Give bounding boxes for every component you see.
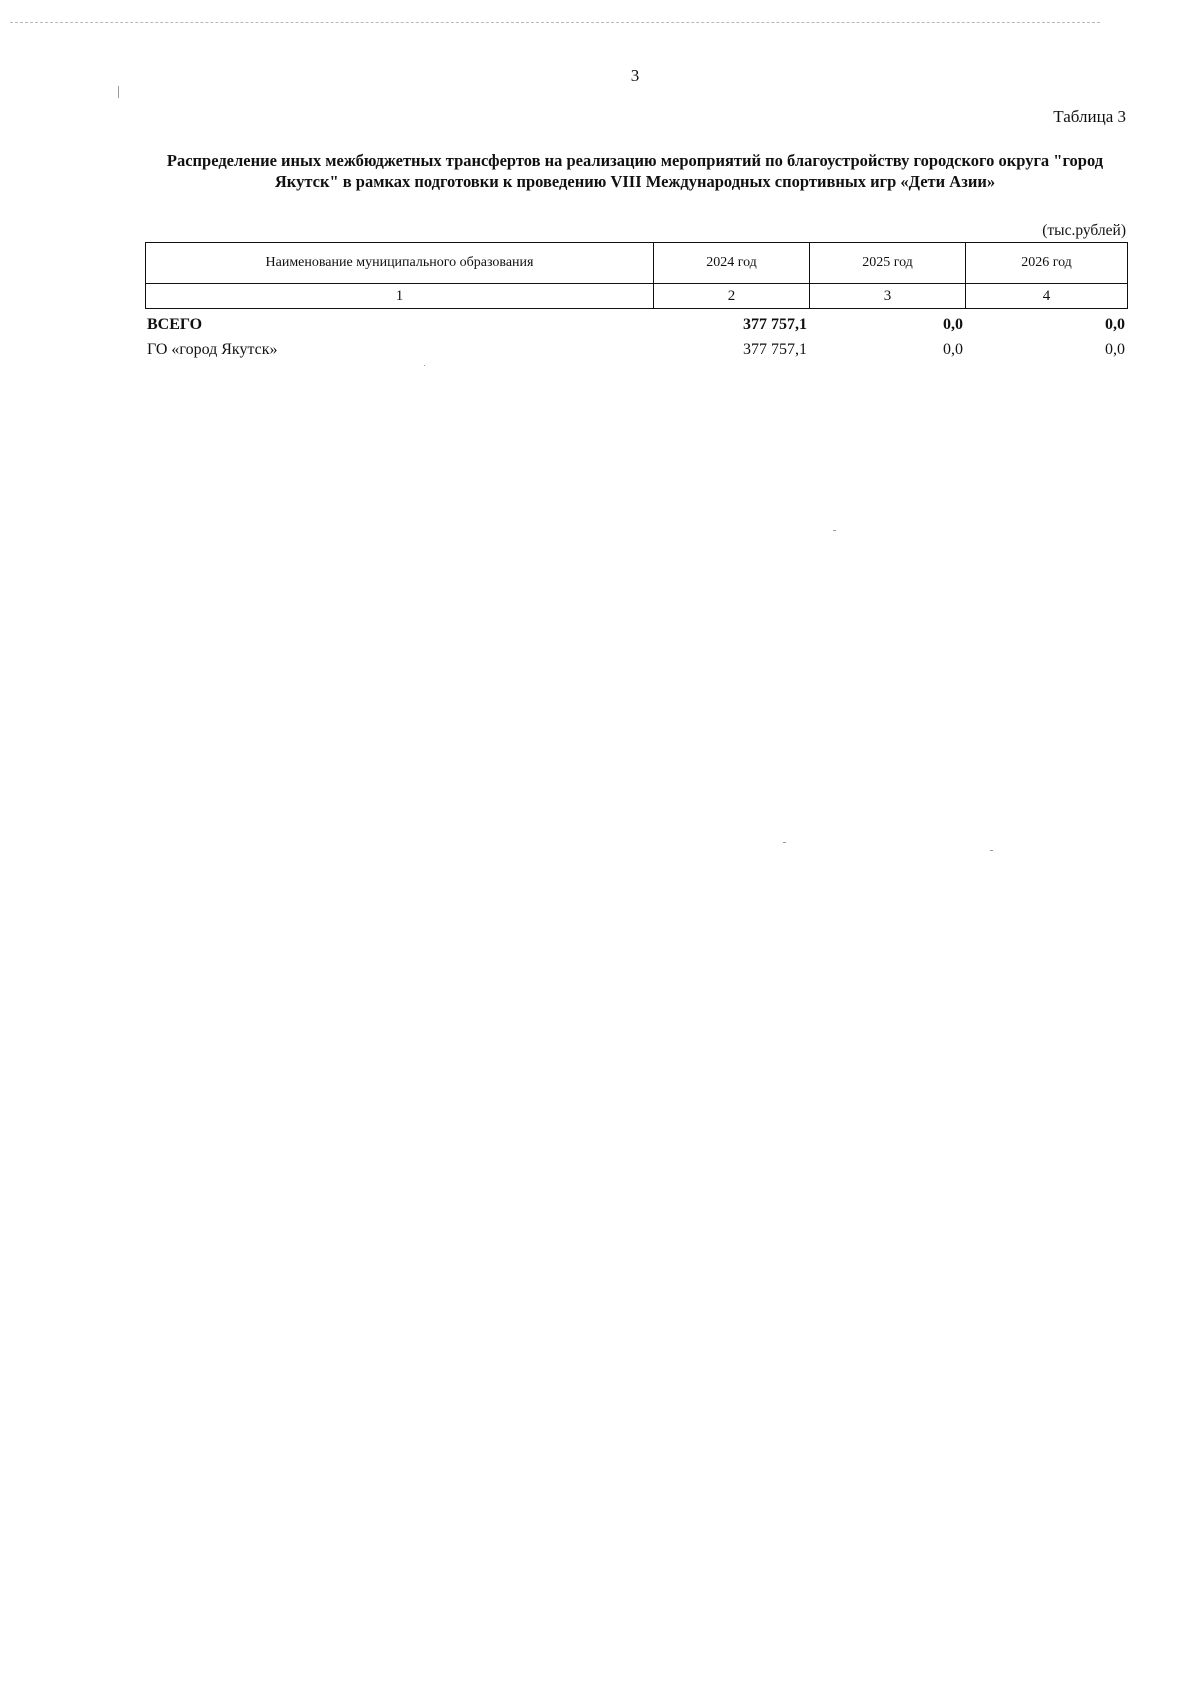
table-label: Таблица 3 (1053, 107, 1126, 126)
table-row (145, 337, 1127, 362)
table-body (145, 312, 1127, 362)
row-name: ГО «город Якутск» (147, 340, 278, 358)
scan-artifact-dot (833, 530, 836, 531)
column-number-cell: 3 (810, 284, 966, 309)
table-header (145, 242, 1128, 309)
units-label: (тыс.рублей) (1042, 222, 1126, 239)
row-name: ВСЕГО (147, 315, 203, 333)
header-cell-2025: 2025 год (810, 243, 966, 284)
column-number-row (146, 284, 1128, 309)
table-header-row (146, 243, 1128, 284)
document-title: Распределение иных межбюджетных трансфертов на реализацию мероприятий по благоустройству городского округа "город Якутск" в рамках подготовки к проведению VIII Международных спортивных игр «Дети Азии» (166, 151, 1104, 191)
scan-artifact-line (10, 22, 1100, 23)
row-value-2026: 0,0 (1105, 340, 1125, 358)
header-cell-2024: 2024 год (654, 243, 810, 284)
row-value-2024: 377 757,1 (743, 315, 807, 333)
scan-artifact-dot (990, 850, 993, 851)
page-number: 3 (630, 66, 640, 85)
column-number-cell: 2 (654, 284, 810, 309)
scan-artifact-dot (424, 365, 425, 366)
scan-artifact-dot (783, 842, 786, 843)
table-row-total (145, 312, 1127, 337)
column-number-cell: 4 (966, 284, 1128, 309)
column-number-cell: 1 (146, 284, 654, 309)
header-cell-2026: 2026 год (966, 243, 1128, 284)
row-value-2025: 0,0 (943, 340, 963, 358)
row-value-2026: 0,0 (1105, 315, 1125, 333)
row-value-2024: 377 757,1 (743, 340, 807, 358)
row-value-2025: 0,0 (943, 315, 963, 333)
header-cell-name: Наименование муниципального образования (146, 243, 654, 284)
scan-artifact-mark (118, 86, 119, 98)
